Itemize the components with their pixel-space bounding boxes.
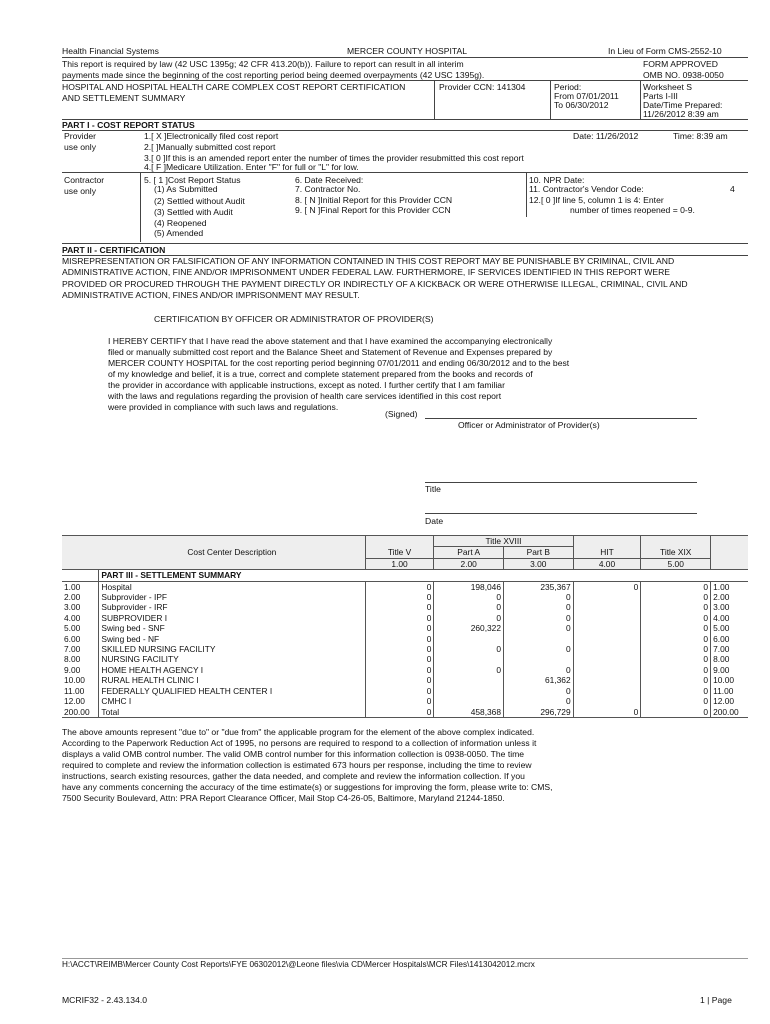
item-5-option-3: (3) Settled with Audit [154,207,233,217]
cert-line-3: MERCER COUNTY HOSPITAL for the cost reporting period beginning 07/01/2011 and ending 06/30/2012 and to the best [108,358,570,368]
row-c3: 0 [504,696,574,706]
row-line-number-right: 4.00 [711,613,748,623]
col-header-3: Part B [504,547,574,558]
row-c3: 0 [504,623,574,633]
pra-line-3: required to complete and review the information collection is estimated 673 hours per response, including the time to review [62,760,532,770]
row-c2 [434,654,504,664]
table-row [62,644,748,654]
provider-ccn: Provider CCN: 141304 [439,82,526,92]
table-row [62,675,748,685]
row-c3: 235,367 [504,581,574,592]
row-c2: 260,322 [434,623,504,633]
row-line-number-right: 2.00 [711,592,748,602]
item-4: 4.[ F ]Medicare Utilization. Enter "F" for full or "L" for low. [144,162,359,172]
col-header-1: Title V [365,547,434,558]
prepared-label: Date/Time Prepared: [643,100,723,110]
warning-line-3: PROVIDED OR PROCURED THROUGH THE PAYMENT DIRECTLY OR INDIRECTLY OF A KICKBACK OR WERE OTHERWISE ILLEGAL, CRIMINAL, CIVIL AND [62,279,688,289]
row-c1: 0 [365,654,434,664]
table-row [62,665,748,675]
col-num-3: 3.00 [504,558,574,569]
row-line: 12.00 [62,696,99,706]
row-line: 6.00 [62,634,99,644]
period-from: From 07/01/2011 [554,91,619,101]
row-c3: 0 [504,686,574,696]
item-5-option-2: (2) Settled without Audit [154,196,245,206]
header-center: MERCER COUNTY HOSPITAL [347,46,468,56]
row-c2: 0 [434,592,504,602]
row-c5: 0 [641,581,711,592]
row-c4: 0 [573,581,641,592]
parts-label: Parts I-III [643,91,678,101]
row-c5: 0 [641,696,711,706]
worksheet-label: Worksheet S [643,82,693,92]
row-line: 8.00 [62,654,99,664]
row-c2 [434,696,504,706]
item-12-note: number of times reopened = 0-9. [570,205,695,215]
row-c5: 0 [641,602,711,612]
header-right: In Lieu of Form CMS-2552-10 [608,46,722,56]
row-c1: 0 [365,696,434,706]
row-line: 3.00 [62,602,99,612]
row-line: 11.00 [62,686,99,696]
row-c3: 0 [504,602,574,612]
pra-line-5: have any comments concerning the accuracy of the time estimate(s) or suggestions for improving the form, please write to: CMS, [62,782,553,792]
table-row [62,634,748,644]
row-line: 9.00 [62,665,99,675]
row-desc: SKILLED NURSING FACILITY [101,644,216,655]
row-c1: 0 [365,613,434,623]
period-label: Period: [554,82,582,92]
item-5-option-4: (4) Reopened [154,218,207,228]
table-row [62,581,748,592]
pra-line-2: displays a valid OMB control number. The valid OMB control number for this information collection is 0938-0050. The time [62,749,525,759]
title-label: Title [425,484,441,494]
row-line: 1.00 [62,581,99,592]
row-c1: 0 [365,675,434,685]
table-row [62,623,748,633]
item-1: 1.[ X ]Electronically filed cost report [144,131,279,141]
row-c1: 0 [365,665,434,675]
row-desc: NURSING FACILITY [101,654,179,665]
row-c5: 0 [641,707,711,718]
row-c2 [434,686,504,696]
item-5-option-1: (1) As Submitted [154,184,218,194]
row-desc: HOME HEALTH AGENCY I [101,664,204,675]
part2-heading: PART II - CERTIFICATION [62,245,166,255]
row-c4 [573,613,641,623]
row-c5: 0 [641,686,711,696]
row-c4 [573,623,641,633]
row-c1: 0 [365,581,434,592]
col-header-4: HIT [573,547,641,558]
row-c1: 0 [365,592,434,602]
notice-line-2: payments made since the beginning of the cost reporting period being deemed overpayments (42 USC 1395g). [62,70,485,80]
table-row [62,707,748,718]
row-line: 200.00 [62,707,99,718]
cert-line-5: the provider in accordance with applicable instructions, except as noted. I further certify that I am familiar [108,380,505,390]
row-c4 [573,644,641,654]
row-line-number-right: 7.00 [711,644,748,654]
col-num-1: 1.00 [365,558,434,569]
cert-line-4: of my knowledge and belief, it is a true, correct and complete statement prepared from the books and records of [108,369,533,379]
pra-line-1: According to the Paperwork Reduction Act of 1995, no persons are required to respond to a collection of information unless it [62,738,537,748]
row-c1: 0 [365,602,434,612]
row-c1: 0 [365,644,434,654]
row-line: 10.00 [62,675,99,685]
row-desc: Swing bed - NF [101,633,160,644]
row-c4 [573,654,641,664]
pra-line-6: 7500 Security Boulevard, Attn: PRA Report Clearance Officer, Mail Stop C4-26-05, Baltimore, Maryland 21244-1850. [62,793,505,803]
row-c5: 0 [641,592,711,602]
item-3: 3.[ 0 ]If this is an amended report enter the number of times the provider resubmitted this cost report [144,153,524,163]
row-c4 [573,696,641,706]
row-c2: 0 [434,602,504,612]
row-c2: 0 [434,644,504,654]
row-c3: 0 [504,644,574,654]
warning-line-1: MISREPRESENTATION OR FALSIFICATION OF ANY INFORMATION CONTAINED IN THIS COST REPORT MAY BE PUNISHABLE BY CRIMINAL, CIVIL AND [62,256,675,266]
row-line-number-right: 1.00 [711,581,748,592]
row-c4 [573,675,641,685]
row-line-number-right: 9.00 [711,665,748,675]
contractor-use-label-1: Contractor [64,175,105,185]
item-10: 10. NPR Date: [529,175,585,185]
row-c3: 0 [504,665,574,675]
row-desc: Swing bed - SNF [101,623,165,634]
row-line-number-right: 3.00 [711,602,748,612]
row-c1: 0 [365,634,434,644]
row-line-number-right: 200.00 [711,707,748,718]
report-title-1: HOSPITAL AND HOSPITAL HEALTH CARE COMPLEX COST REPORT CERTIFICATION [62,82,406,92]
row-c2: 0 [434,665,504,675]
row-desc: Subprovider - IRF [101,602,168,613]
part3-heading: PART III - SETTLEMENT SUMMARY [99,570,748,581]
file-path: H:\ACCT\REIMB\Mercer County Cost Reports\FYE 06302012\@Leone files\via CD\Mercer Hospitals\MCR Files\1413042012.mcrx [62,960,535,969]
contractor-use-label-2: use only [64,186,97,196]
form-approved: FORM APPROVED [643,59,718,69]
row-line: 4.00 [62,613,99,623]
row-c4 [573,602,641,612]
table-row [62,686,748,696]
cert-line-7: were provided in compliance with such laws and regulations. [108,402,339,412]
part1-heading: PART I - COST REPORT STATUS [62,120,195,130]
software-version: MCRIF32 - 2.43.134.0 [62,995,148,1005]
col-num-4: 4.00 [573,558,641,569]
item-2: 2.[ ]Manually submitted cost report [144,142,276,152]
amounts-note: The above amounts represent "due to" or "due from" the applicable program for the element of the above complex indicated. [62,727,535,737]
row-line-number-right: 6.00 [711,634,748,644]
item-11: 11. Contractor's Vendor Code: [529,184,644,194]
row-c5: 0 [641,623,711,633]
row-c2 [434,675,504,685]
item-1-time: Time: 8:39 am [673,131,728,141]
row-c5: 0 [641,634,711,644]
item-5: 5. [ 1 ]Cost Report Status [144,175,241,185]
row-c1: 0 [365,686,434,696]
row-c4 [573,686,641,696]
settlement-summary-table [62,535,748,718]
table-row [62,592,748,602]
table-row [62,696,748,706]
row-line-number-right: 10.00 [711,675,748,685]
row-c2: 198,046 [434,581,504,592]
row-c5: 0 [641,654,711,664]
item-5-option-5: (5) Amended [154,228,204,238]
item-9: 9. [ N ]Final Report for this Provider CCN [295,205,451,215]
header-left: Health Financial Systems [62,46,159,56]
item-8: 8. [ N ]Initial Report for this Provider CCN [295,195,453,205]
row-line-number-right: 12.00 [711,696,748,706]
row-c5: 0 [641,644,711,654]
item-11-value: 4 [730,184,735,194]
col-num-2: 2.00 [434,558,504,569]
row-desc: CMHC I [101,696,132,707]
row-c3: 0 [504,613,574,623]
omb-number: OMB NO. 0938-0050 [643,70,724,80]
item-1-date: Date: 11/26/2012 [573,131,639,141]
date-line [425,513,697,514]
row-c3 [504,654,574,664]
row-line-number-right: 8.00 [711,654,748,664]
row-c3: 296,729 [504,707,574,718]
prepared-value: 11/26/2012 8:39 am [643,109,719,119]
table-row [62,613,748,623]
cert-line-6: with the laws and regulations regarding the provision of health care services identified in this cost report [108,391,502,401]
warning-line-2: ADMINISTRATIVE ACTION, FINE AND/OR IMPRISONMENT UNDER FEDERAL LAW. FURTHERMORE, IF SERVICES IDENTIFIED IN THIS REPORT WERE [62,267,671,277]
row-desc: SUBPROVIDER I [101,612,168,623]
pra-line-4: instructions, search existing resources, gather the data needed, and complete and review the information collection. If you [62,771,525,781]
cert-line-1: I HEREBY CERTIFY that I have read the above statement and that I have examined the accompanying electronically [108,336,553,346]
report-title-2: AND SETTLEMENT SUMMARY [62,93,186,103]
row-c1: 0 [365,623,434,633]
table-row [62,654,748,664]
row-c3: 61,362 [504,675,574,685]
row-c5: 0 [641,665,711,675]
title-line [425,482,697,483]
row-c4 [573,665,641,675]
row-desc: Subprovider - IPF [101,592,168,603]
item-7: 7. Contractor No. [295,184,361,194]
item-6: 6. Date Received: [295,175,364,185]
provider-use-label-1: Provider [64,131,96,141]
row-desc: RURAL HEALTH CLINIC I [101,675,199,686]
row-c4: 0 [573,707,641,718]
table-row [62,602,748,612]
notice-line-1: This report is required by law (42 USC 1395g; 42 CFR 413.20(b)). Failure to report can result in all interim [62,59,464,69]
row-line: 7.00 [62,644,99,654]
row-c3 [504,634,574,644]
row-c5: 0 [641,675,711,685]
row-c2 [434,634,504,644]
cert-line-2: filed or manually submitted cost report and the Balance Sheet and Statement of Revenue and Expenses prepared by [108,347,553,357]
date-label: Date [425,516,444,526]
title-xviii-header: Title XVIII [434,536,573,547]
row-c4 [573,634,641,644]
signed-label: (Signed) [385,409,418,419]
row-c1: 0 [365,707,434,718]
row-line: 5.00 [62,623,99,633]
col-num-5: 5.00 [641,558,711,569]
row-line: 2.00 [62,592,99,602]
provider-use-label-2: use only [64,142,97,152]
col-header-5: Title XIX [641,547,711,558]
row-line-number-right: 5.00 [711,623,748,633]
warning-line-4: ADMINISTRATIVE ACTION, FINES AND/OR IMPRISONMENT MAY RESULT. [62,290,360,300]
row-desc: Total [99,707,365,718]
officer-label: Officer or Administrator of Provider(s) [458,420,600,430]
row-desc: FEDERALLY QUALIFIED HEALTH CENTER I [101,685,273,696]
row-c3: 0 [504,592,574,602]
signature-line [425,418,697,419]
col-header-2: Part A [434,547,504,558]
cost-center-desc-header: Cost Center Description [187,547,277,558]
row-line-number-right: 11.00 [711,686,748,696]
cert-title: CERTIFICATION BY OFFICER OR ADMINISTRATOR OF PROVIDER(S) [154,314,434,324]
row-c2: 0 [434,613,504,623]
row-c2: 458,368 [434,707,504,718]
row-c4 [573,592,641,602]
row-desc: Hospital [101,581,132,592]
page-number: 1 | Page [700,995,732,1005]
item-12: 12.[ 0 ]If line 5, column 1 is 4: Enter [529,195,664,205]
row-c5: 0 [641,613,711,623]
period-to: To 06/30/2012 [554,100,609,110]
